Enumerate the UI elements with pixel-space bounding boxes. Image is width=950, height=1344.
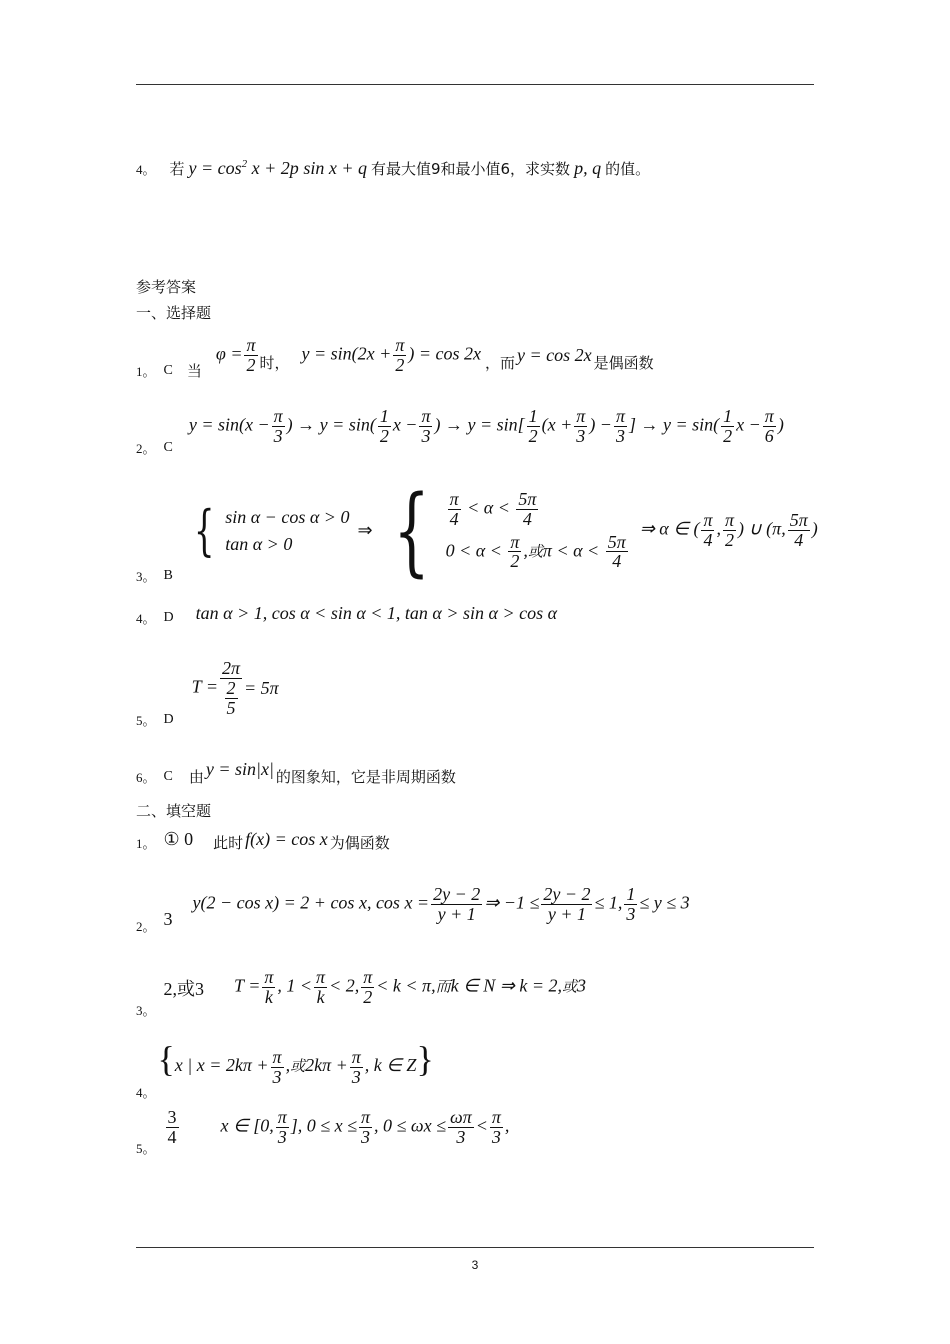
section-choice-title: 一、选择题 bbox=[136, 304, 212, 322]
fill-5 bbox=[136, 1098, 509, 1157]
answer-text: 是偶函数 bbox=[593, 354, 654, 372]
fill-answer: 3 bbox=[163, 909, 173, 929]
k-derivation: T = $\frac{\pi}{k}$ , 1 < $\frac{\pi}{k}$ < 2, $\frac{\pi}{2}$ < k < π,而k ∈ N ⇒ k = 2,或3 bbox=[234, 967, 587, 1007]
answer-number: 2。 bbox=[136, 441, 156, 456]
footer-rule bbox=[136, 1247, 814, 1248]
tan-inequality: tan α > 1, cos α < sin α < 1, tan α > sin α > cos α bbox=[195, 603, 558, 623]
fill-3 bbox=[136, 956, 586, 1019]
answer-number: 1。 bbox=[136, 364, 156, 379]
section-fill-title: 二、填空题 bbox=[136, 802, 212, 820]
answer-text: ，而 bbox=[484, 354, 515, 372]
question-mid: 有最大值9和最小值6，求实数 bbox=[370, 160, 571, 178]
page-number: 3 bbox=[471, 1258, 479, 1272]
answer-2 bbox=[136, 402, 784, 457]
left-brace: { bbox=[193, 498, 215, 562]
answer-number: 5。 bbox=[136, 713, 156, 728]
sin-formula: y = sin(2x + $\frac{\pi}{2}$ ) = cos 2x bbox=[301, 335, 481, 375]
period-result: = 5π bbox=[244, 678, 279, 698]
answer-choice: D bbox=[163, 711, 174, 727]
fill-answer: ① 0 bbox=[163, 829, 194, 849]
answer-text: 或 bbox=[290, 1057, 306, 1076]
answer-choice: C bbox=[163, 768, 173, 784]
answer-text: 时， bbox=[259, 354, 290, 372]
answer-text: 为偶函数 bbox=[329, 834, 390, 852]
answer-text: 由 bbox=[188, 768, 204, 786]
answer-3 bbox=[136, 476, 818, 585]
question-prefix: 若 bbox=[169, 160, 185, 178]
question-4 bbox=[136, 158, 650, 179]
omega-derivation: x ∈ [0, $\frac{\pi}{3}$ ], 0 ≤ x ≤ $\frac{\pi}{3}$ , 0 ≤ ωx ≤ $\frac{\omega\pi}{3}$ < $\frac{\pi}{3}$ , bbox=[220, 1107, 510, 1147]
interval-system: $\frac{\pi}{4}$ < α < $\frac{5\pi}{4}$ 0 < α < $\frac{\pi}{2}$ ,或π < α < $\frac{5\pi}{4}$ bbox=[445, 488, 626, 572]
left-brace: { bbox=[392, 474, 430, 587]
answer-choice: C bbox=[163, 362, 173, 378]
answer-text: 而 bbox=[435, 977, 451, 996]
answer-6 bbox=[136, 752, 456, 787]
fill-answer: $\frac{3}{4}$ bbox=[167, 1107, 177, 1147]
phi-formula: φ = $\frac{\pi}{2}$ bbox=[215, 335, 256, 375]
answer-choice: D bbox=[163, 609, 174, 625]
answer-number: 6。 bbox=[136, 770, 156, 785]
answer-number: 4。 bbox=[136, 1085, 156, 1100]
solution-set: {x | x = 2kπ + $\frac{\pi}{3}$ ,或2kπ + $\frac{\pi}{3}$ , k ∈ Z} bbox=[157, 1039, 434, 1087]
question-suffix: 的值。 bbox=[605, 160, 651, 178]
fill-answer: 2,或3 bbox=[163, 978, 205, 999]
answer-number: 4。 bbox=[136, 611, 156, 626]
question-formula: $y = \cos^2 x + 2p$ sin x + q bbox=[188, 158, 367, 178]
answer-4 bbox=[136, 600, 557, 627]
cos-formula: y = cos 2x bbox=[517, 345, 592, 365]
answer-text: 此时 bbox=[213, 834, 244, 852]
answer-1 bbox=[136, 330, 654, 381]
answer-number: 3。 bbox=[136, 1003, 156, 1018]
fill-4 bbox=[136, 1024, 434, 1101]
period-formula: T = $\frac{2\pi}{\frac{2}{5}}$ bbox=[191, 658, 241, 718]
alpha-range: ⇒ α ∈ ( $\frac{\pi}{4}$ , $\frac{\pi}{2}$ ) ∪ (π, $\frac{5\pi}{4}$ ) bbox=[639, 510, 818, 550]
answer-number: 1。 bbox=[136, 836, 156, 851]
f-formula: f(x) = cos x bbox=[245, 829, 328, 849]
inequality-system: sin α − cos α > 0 tan α > 0 bbox=[225, 506, 350, 554]
answer-text: 或 bbox=[562, 977, 578, 996]
transform-chain: y = sin(x − $\frac{\pi}{3}$ ) → y = sin( $\frac{1}{2}$ x − $\frac{\pi}{3}$ ) → y = sin[ $\frac{1}{2}$ (x + $\frac{\pi}{3}$ ) − $\frac{\pi}{3}$ ] → y = sin( $\frac{1}{2}$ x − $\frac{\pi}{6}$ ) bbox=[188, 406, 784, 446]
fill-2 bbox=[136, 874, 690, 935]
implies-symbol: ⇒ bbox=[357, 520, 373, 540]
answer-5 bbox=[136, 648, 279, 729]
question-vars: p, q bbox=[574, 158, 602, 178]
answer-number: 2。 bbox=[136, 919, 156, 934]
sin-abs-formula: y = sin|x| bbox=[205, 759, 274, 779]
answer-text: 当 bbox=[186, 362, 202, 380]
range-derivation: y(2 − cos x) = 2 + cos x, cos x = $\frac{2y - 2}{y + 1}$ ⇒ −1 ≤ $\frac{2y - 2}{y + 1}$ ≤ 1, $\frac{1}{3}$ ≤ y ≤ 3 bbox=[192, 884, 690, 924]
header-rule bbox=[136, 84, 814, 85]
answer-number: 5。 bbox=[136, 1141, 156, 1156]
answer-number: 3。 bbox=[136, 569, 156, 584]
answers-title: 参考答案 bbox=[136, 278, 197, 296]
fill-1 bbox=[136, 826, 390, 853]
or-text: 或 bbox=[527, 542, 543, 561]
answer-choice: B bbox=[163, 567, 173, 583]
answer-choice: C bbox=[163, 439, 173, 455]
answer-text: 的图象知，它是非周期函数 bbox=[275, 768, 456, 786]
question-number: 4。 bbox=[136, 162, 156, 177]
